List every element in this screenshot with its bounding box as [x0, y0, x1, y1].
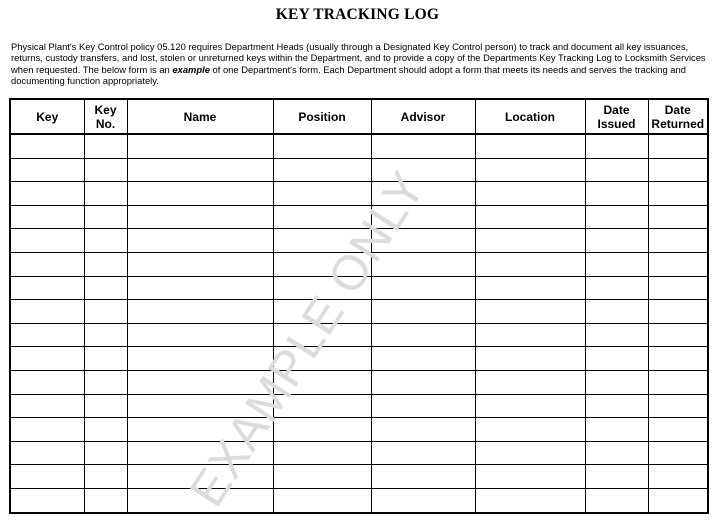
cell-location[interactable] — [475, 441, 585, 465]
header-key-no: Key No. — [84, 99, 127, 134]
cell-advisor[interactable] — [371, 252, 475, 276]
table-row — [10, 418, 708, 442]
cell-date-issued[interactable] — [585, 252, 648, 276]
cell-advisor[interactable] — [371, 276, 475, 300]
cell-date-returned[interactable] — [648, 488, 708, 512]
table-body — [10, 134, 708, 513]
table-row — [10, 323, 708, 347]
cell-position[interactable] — [273, 323, 371, 347]
cell-advisor[interactable] — [371, 441, 475, 465]
header-name: Name — [127, 99, 273, 134]
cell-key[interactable] — [10, 347, 84, 371]
table-row — [10, 465, 708, 489]
cell-location[interactable] — [475, 252, 585, 276]
cell-location[interactable] — [475, 323, 585, 347]
cell-key[interactable] — [10, 158, 84, 182]
cell-name[interactable] — [127, 465, 273, 489]
cell-advisor[interactable] — [371, 488, 475, 512]
cell-position[interactable] — [273, 252, 371, 276]
cell-location[interactable] — [475, 488, 585, 512]
cell-date-issued[interactable] — [585, 441, 648, 465]
cell-date-returned[interactable] — [648, 323, 708, 347]
cell-location[interactable] — [475, 276, 585, 300]
cell-key[interactable] — [10, 252, 84, 276]
cell-key[interactable] — [10, 488, 84, 512]
cell-key-no[interactable] — [84, 347, 127, 371]
table-row — [10, 182, 708, 206]
cell-advisor[interactable] — [371, 182, 475, 206]
table-row — [10, 300, 708, 324]
cell-position[interactable] — [273, 394, 371, 418]
cell-name[interactable] — [127, 134, 273, 158]
cell-advisor[interactable] — [371, 323, 475, 347]
cell-date-issued[interactable] — [585, 370, 648, 394]
cell-key-no[interactable] — [84, 488, 127, 512]
cell-date-returned[interactable] — [648, 252, 708, 276]
cell-position[interactable] — [273, 158, 371, 182]
cell-key[interactable] — [10, 134, 84, 158]
cell-key-no[interactable] — [84, 182, 127, 206]
cell-key[interactable] — [10, 300, 84, 324]
cell-key-no[interactable] — [84, 323, 127, 347]
cell-location[interactable] — [475, 465, 585, 489]
cell-advisor[interactable] — [371, 205, 475, 229]
table-row — [10, 134, 708, 158]
cell-location[interactable] — [475, 134, 585, 158]
cell-position[interactable] — [273, 182, 371, 206]
cell-date-returned[interactable] — [648, 205, 708, 229]
table-row — [10, 370, 708, 394]
cell-key-no[interactable] — [84, 205, 127, 229]
cell-date-returned[interactable] — [648, 276, 708, 300]
cell-key[interactable] — [10, 323, 84, 347]
table-row — [10, 252, 708, 276]
cell-key[interactable] — [10, 441, 84, 465]
cell-position[interactable] — [273, 488, 371, 512]
cell-position[interactable] — [273, 134, 371, 158]
cell-name[interactable] — [127, 488, 273, 512]
cell-position[interactable] — [273, 370, 371, 394]
cell-date-issued[interactable] — [585, 134, 648, 158]
cell-name[interactable] — [127, 252, 273, 276]
cell-key-no[interactable] — [84, 134, 127, 158]
cell-advisor[interactable] — [371, 347, 475, 371]
cell-advisor[interactable] — [371, 134, 475, 158]
cell-key[interactable] — [10, 229, 84, 253]
cell-key[interactable] — [10, 465, 84, 489]
intro-paragraph — [11, 41, 707, 87]
intro-text-before: Physical Plant's Key Control policy 05.120 requires Department Heads (usually through a Designated Key Control person) to track and document all key issuances, returns, custody transfers, and lost, stolen or unreturned keys within the Department, and to provide a copy of the Departments Key Tracking Log to Locksmith Services when requested. The below form is an — [11, 41, 706, 75]
cell-date-issued[interactable] — [585, 347, 648, 371]
cell-advisor[interactable] — [371, 158, 475, 182]
cell-date-issued[interactable] — [585, 158, 648, 182]
cell-advisor[interactable] — [371, 370, 475, 394]
cell-position[interactable] — [273, 441, 371, 465]
cell-key-no[interactable] — [84, 158, 127, 182]
cell-position[interactable] — [273, 418, 371, 442]
cell-position[interactable] — [273, 347, 371, 371]
cell-name[interactable] — [127, 229, 273, 253]
cell-date-returned[interactable] — [648, 418, 708, 442]
header-advisor: Advisor — [371, 99, 475, 134]
cell-key-no[interactable] — [84, 465, 127, 489]
cell-key[interactable] — [10, 418, 84, 442]
cell-position[interactable] — [273, 300, 371, 324]
cell-key[interactable] — [10, 394, 84, 418]
cell-date-returned[interactable] — [648, 158, 708, 182]
cell-date-issued[interactable] — [585, 229, 648, 253]
cell-key-no[interactable] — [84, 252, 127, 276]
cell-date-returned[interactable] — [648, 229, 708, 253]
cell-key[interactable] — [10, 205, 84, 229]
table-row — [10, 229, 708, 253]
cell-date-issued[interactable] — [585, 276, 648, 300]
cell-advisor[interactable] — [371, 394, 475, 418]
cell-name[interactable] — [127, 441, 273, 465]
header-position: Position — [273, 99, 371, 134]
cell-location[interactable] — [475, 182, 585, 206]
cell-date-issued[interactable] — [585, 394, 648, 418]
header-location: Location — [475, 99, 585, 134]
cell-name[interactable] — [127, 418, 273, 442]
cell-location[interactable] — [475, 158, 585, 182]
cell-key-no[interactable] — [84, 394, 127, 418]
cell-key[interactable] — [10, 276, 84, 300]
cell-key-no[interactable] — [84, 418, 127, 442]
cell-name[interactable] — [127, 347, 273, 371]
cell-key-no[interactable] — [84, 300, 127, 324]
table-row — [10, 441, 708, 465]
cell-date-returned[interactable] — [648, 441, 708, 465]
cell-name[interactable] — [127, 394, 273, 418]
cell-name[interactable] — [127, 300, 273, 324]
cell-date-issued[interactable] — [585, 323, 648, 347]
cell-advisor[interactable] — [371, 300, 475, 324]
cell-location[interactable] — [475, 370, 585, 394]
cell-date-issued[interactable] — [585, 465, 648, 489]
cell-name[interactable] — [127, 370, 273, 394]
page-title: KEY TRACKING LOG — [275, 6, 440, 23]
cell-location[interactable] — [475, 205, 585, 229]
cell-name[interactable] — [127, 276, 273, 300]
table-row — [10, 205, 708, 229]
header-date-issued: Date Issued — [585, 99, 648, 134]
cell-name[interactable] — [127, 182, 273, 206]
cell-advisor[interactable] — [371, 418, 475, 442]
cell-date-issued[interactable] — [585, 182, 648, 206]
cell-position[interactable] — [273, 276, 371, 300]
cell-key[interactable] — [10, 370, 84, 394]
cell-location[interactable] — [475, 347, 585, 371]
cell-name[interactable] — [127, 158, 273, 182]
cell-date-returned[interactable] — [648, 394, 708, 418]
key-tracking-table — [9, 98, 709, 514]
header-key: Key — [10, 99, 84, 134]
cell-key-no[interactable] — [84, 276, 127, 300]
table-row — [10, 347, 708, 371]
table-row — [10, 488, 708, 512]
cell-advisor[interactable] — [371, 229, 475, 253]
table-row — [10, 394, 708, 418]
cell-key-no[interactable] — [84, 370, 127, 394]
cell-location[interactable] — [475, 394, 585, 418]
intro-emphasis: example — [172, 63, 210, 75]
cell-key[interactable] — [10, 182, 84, 206]
cell-name[interactable] — [127, 323, 273, 347]
cell-location[interactable] — [475, 300, 585, 324]
table-header-row — [10, 99, 708, 134]
cell-date-returned[interactable] — [648, 370, 708, 394]
watermark: EXAMPLE ONLY — [179, 162, 437, 516]
cell-position[interactable] — [273, 229, 371, 253]
cell-date-issued[interactable] — [585, 418, 648, 442]
cell-position[interactable] — [273, 465, 371, 489]
table-row — [10, 276, 708, 300]
cell-date-returned[interactable] — [648, 134, 708, 158]
cell-date-returned[interactable] — [648, 465, 708, 489]
cell-position[interactable] — [273, 205, 371, 229]
header-date-returned: Date Returned — [648, 99, 708, 134]
cell-date-returned[interactable] — [648, 182, 708, 206]
cell-location[interactable] — [475, 229, 585, 253]
cell-date-returned[interactable] — [648, 347, 708, 371]
cell-key-no[interactable] — [84, 441, 127, 465]
intro-text-after: of one Department's form. Each Department should adopt a form that meets its needs and serves the tracking and documenting function appropriately. — [11, 63, 686, 87]
cell-date-issued[interactable] — [585, 205, 648, 229]
cell-key-no[interactable] — [84, 229, 127, 253]
cell-location[interactable] — [475, 418, 585, 442]
cell-date-returned[interactable] — [648, 300, 708, 324]
cell-advisor[interactable] — [371, 465, 475, 489]
cell-name[interactable] — [127, 205, 273, 229]
table-row — [10, 158, 708, 182]
cell-date-issued[interactable] — [585, 300, 648, 324]
cell-date-issued[interactable] — [585, 488, 648, 512]
